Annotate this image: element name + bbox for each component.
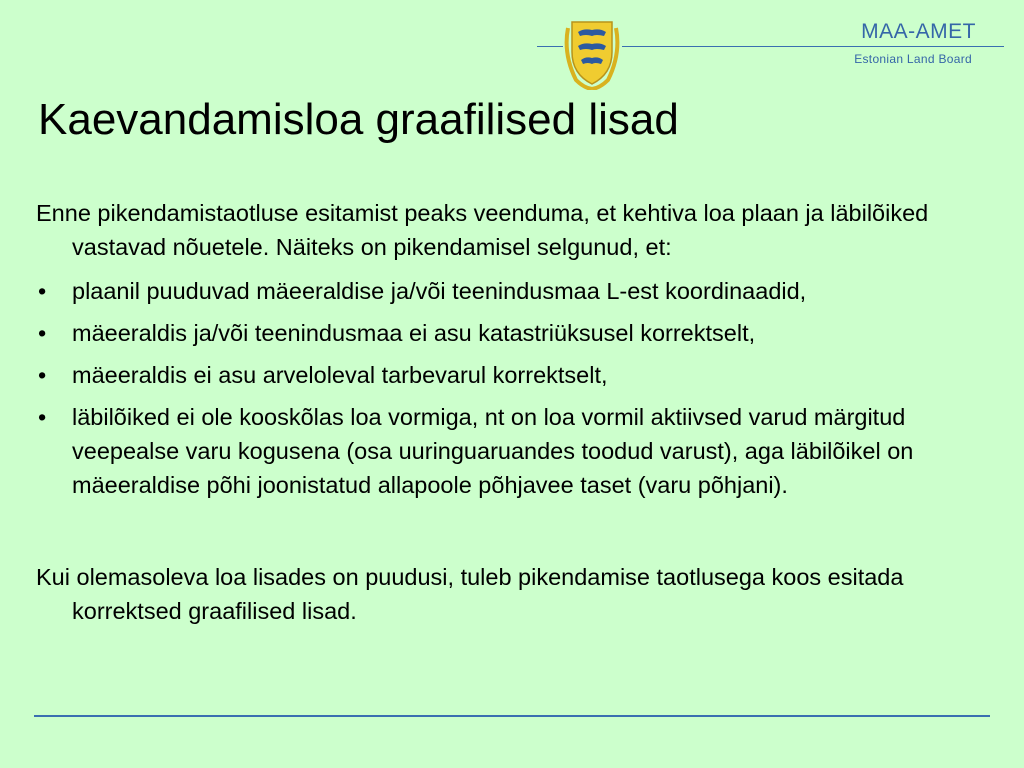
footer-rule xyxy=(34,715,990,717)
header-rule-left xyxy=(537,46,563,47)
header-rule-right xyxy=(622,46,1004,47)
bullet-text: mäeeraldis ja/või teenindusmaa ei asu katastriüksusel korrektselt, xyxy=(72,320,756,346)
slide-title: Kaevandamisloa graafilised lisad xyxy=(38,95,679,144)
bullet-list xyxy=(36,274,996,502)
bullet-glyph: • xyxy=(38,404,47,430)
brand-subtitle: Estonian Land Board xyxy=(854,52,972,66)
intro-paragraph: Enne pikendamistaotluse esitamist peaks veenduma, et kehtiva loa plaan ja läbilõiked vastavad nõuetele. Näiteks on pikendamisel selgunud, et: xyxy=(36,200,929,260)
bullet-glyph: • xyxy=(38,278,47,304)
brand-name: MAA-AMET xyxy=(861,20,976,43)
estonian-coat-of-arms-icon xyxy=(562,18,622,90)
closing-paragraph: Kui olemasoleva loa lisades on puudusi, tuleb pikendamise taotlusega koos esitada korrektsed graafilised lisad. xyxy=(36,564,904,624)
bullet-text: mäeeraldis ei asu arveloleval tarbevarul korrektselt, xyxy=(72,362,608,388)
list-item xyxy=(36,274,996,308)
bullet-glyph: • xyxy=(38,362,47,388)
bullet-text: plaanil puuduvad mäeeraldise ja/või teenindusmaa L-est koordinaadid, xyxy=(72,278,807,304)
list-item xyxy=(36,316,996,350)
bullet-glyph: • xyxy=(38,320,47,346)
slide-body xyxy=(36,196,996,628)
list-item xyxy=(36,358,996,392)
list-item xyxy=(36,400,996,502)
bullet-text: läbilõiked ei ole kooskõlas loa vormiga, nt on loa vormil aktiivsed varud märgitud veepealse varu kogusena (osa uuringuaruandes toodud varust), aga läbilõikel on mäeeraldise põhi joonistatud allapoole põhjavee taset (varu põhjani). xyxy=(72,404,914,498)
